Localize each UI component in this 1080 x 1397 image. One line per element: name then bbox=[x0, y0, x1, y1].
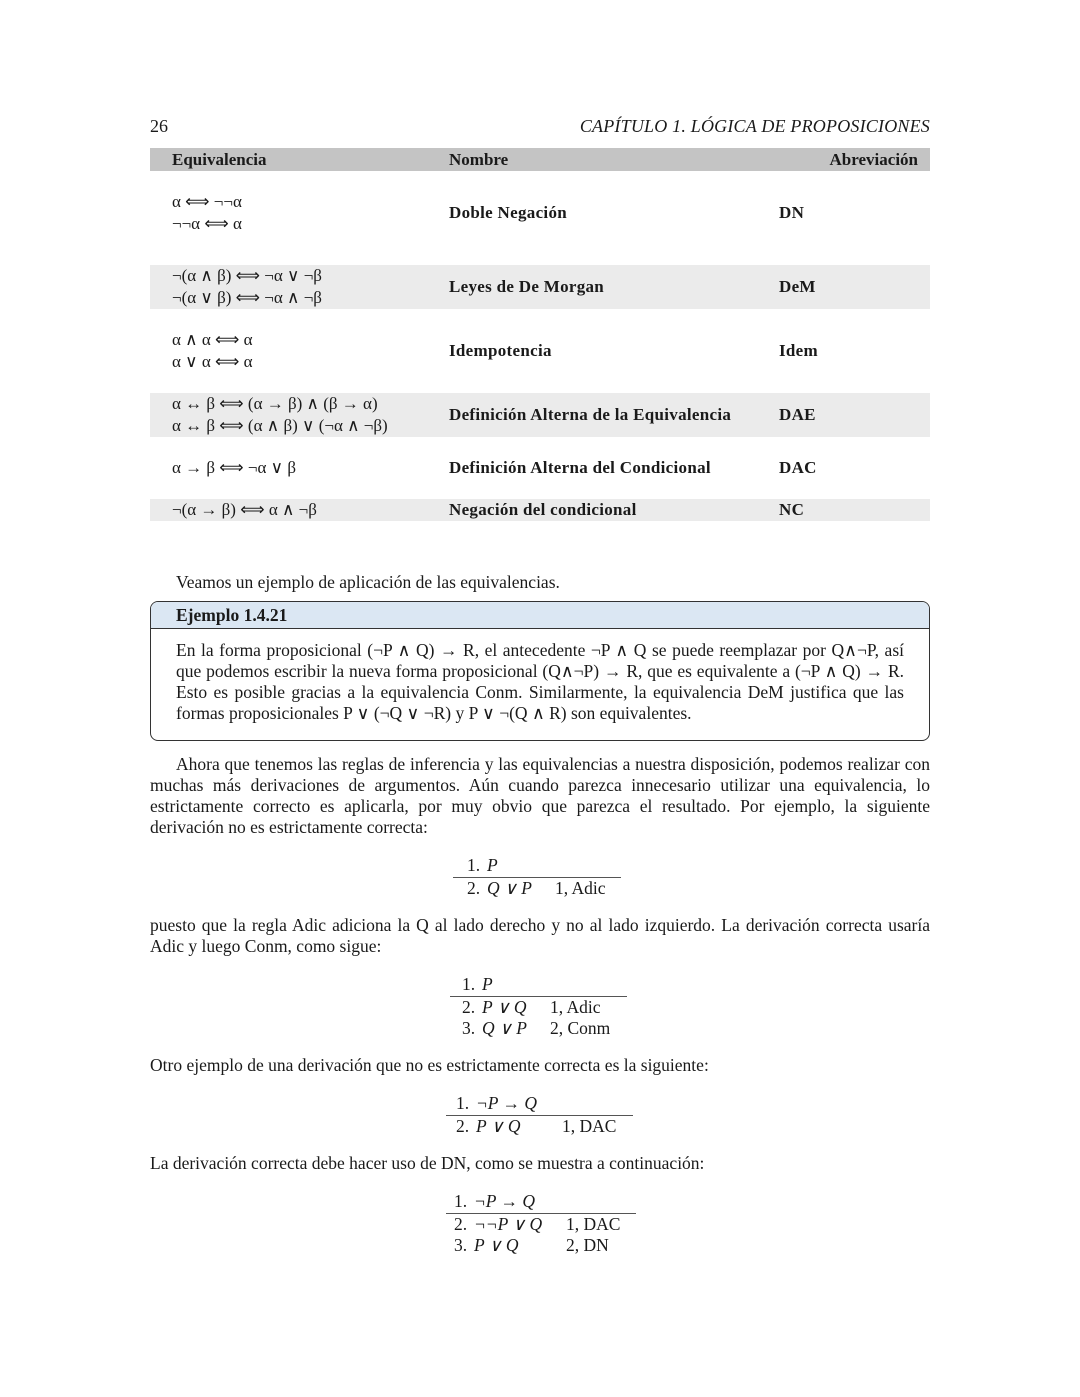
rule-name: Definición Alterna de la Equivalencia bbox=[439, 393, 769, 437]
derivation-step: 3. Q ∨ P 2, Conm bbox=[462, 1018, 611, 1038]
paragraph-adic-explanation: puesto que la regla Adic adiciona la Q al lado derecho y no al lado izquierdo. La derivación correcta usaría Adic y luego Conm, como sigue: bbox=[150, 915, 930, 956]
running-head bbox=[150, 116, 930, 137]
table-header-row bbox=[150, 148, 930, 171]
justification: 1, DAC bbox=[566, 1213, 621, 1234]
derivation-step: 3. P ∨ Q 2, DN bbox=[454, 1235, 609, 1255]
intro-sentence: Veamos un ejemplo de aplicación de las equivalencias. bbox=[176, 572, 560, 592]
rule-name: Definición Alterna del Condicional bbox=[449, 458, 711, 477]
equivalence-cell bbox=[150, 171, 439, 255]
equivalence-formula: ¬(α ∨ β) ⟺ ¬α ∧ ¬β bbox=[172, 288, 322, 307]
paragraph-another-example: Otro ejemplo de una derivación que no es estrictamente correcta es la siguiente: bbox=[150, 1055, 709, 1075]
rule-name: Idempotencia bbox=[449, 341, 552, 360]
example-box bbox=[150, 601, 930, 741]
example-title: Ejemplo 1.4.21 bbox=[151, 602, 929, 629]
table-row bbox=[150, 437, 930, 499]
justification: 2, DN bbox=[566, 1235, 609, 1255]
derivation-step: 2. ¬¬P ∨ Q 1, DAC bbox=[454, 1213, 621, 1234]
derivation-4 bbox=[446, 1191, 636, 1257]
derivation-premise: 1. ¬P → Q bbox=[454, 1191, 536, 1211]
equivalence-formula: ¬(α → β) ⟺ α ∧ ¬β bbox=[172, 500, 317, 519]
derivation-step: 2. Q ∨ P 1, Adic bbox=[467, 877, 606, 898]
equivalence-formula: ¬¬α ⟺ α bbox=[172, 214, 242, 233]
paragraph-dn-correction: La derivación correcta debe hacer uso de DN, como se muestra a continuación: bbox=[150, 1153, 705, 1173]
rule-abbreviation: DAC bbox=[779, 458, 817, 477]
derivation-premise: 1. ¬P → Q bbox=[456, 1093, 538, 1113]
rule-abbreviation: Idem bbox=[779, 341, 818, 360]
equivalence-cell bbox=[150, 499, 439, 521]
example-body: En la forma proposicional (¬P ∧ Q) → R, el antecedente ¬P ∧ Q se puede reemplazar por Q∧¬P, así que podemos escribir la nueva forma proposicional (Q∧¬P) → R, que es equivalente a (¬P ∧ Q) → R. Esto es posible gracias a la equivalencia Conm. Similarmente, la equivalencia DeM justifica que las formas proposicionales P ∨ (¬Q ∨ ¬R) y P ∨ ¬(Q ∧ R) son equivalentes. bbox=[176, 640, 904, 723]
derivation-premise: 1. P bbox=[462, 974, 493, 994]
rule-abbreviation: DeM bbox=[769, 265, 930, 309]
derivation-3 bbox=[446, 1093, 633, 1137]
rule-name: Negación del condicional bbox=[439, 499, 769, 521]
justification: 1, Adic bbox=[555, 877, 606, 898]
chapter-title: CAPÍTULO 1. LÓGICA DE PROPOSICIONES bbox=[579, 116, 930, 136]
table-row bbox=[150, 393, 930, 437]
page-number: 26 bbox=[150, 116, 168, 136]
equivalence-formula: α ⟺ ¬¬α bbox=[172, 192, 242, 211]
equivalence-cell bbox=[150, 265, 439, 309]
rule-abbreviation: NC bbox=[769, 499, 930, 521]
derivation-step: 2. P ∨ Q 1, Adic bbox=[462, 996, 601, 1017]
equivalence-cell bbox=[150, 329, 439, 373]
rule-abbreviation: DAE bbox=[769, 393, 930, 437]
table-row bbox=[150, 499, 930, 521]
justification: 1, Adic bbox=[550, 996, 601, 1017]
equivalence-formula: α ∧ α ⟺ α bbox=[172, 330, 253, 349]
justification: 2, Conm bbox=[550, 1018, 611, 1038]
paragraph-inference-intro: Ahora que tenemos las reglas de inferencia y las equivalencias a nuestra disposición, podemos realizar con muchas más derivaciones de argumentos. Aún cuando parezca innecesario utilizar una equivalencia, lo estrictamente correcto es aplicarla, por muy obvio que parezca el resultado. Por ejemplo, la siguiente derivación no es estrictamente correcta: bbox=[150, 754, 930, 837]
equivalence-formula: α → β ⟺ ¬α ∨ β bbox=[172, 458, 297, 477]
derivation-premise: 1. P bbox=[467, 855, 498, 875]
equivalence-table bbox=[150, 148, 930, 521]
column-header-nombre: Nombre bbox=[439, 148, 769, 171]
justification: 1, DAC bbox=[562, 1115, 617, 1136]
equivalence-cell bbox=[150, 393, 439, 437]
rule-abbreviation: DN bbox=[779, 203, 805, 222]
equivalence-formula: ¬(α ∧ β) ⟺ ¬α ∨ ¬β bbox=[172, 266, 322, 285]
table-row bbox=[150, 329, 930, 373]
rule-name: Leyes de De Morgan bbox=[439, 265, 769, 309]
column-header-abreviacion: Abreviación bbox=[769, 148, 930, 171]
column-header-equivalencia: Equivalencia bbox=[150, 148, 439, 171]
derivation-2 bbox=[450, 974, 627, 1040]
rule-name: Doble Negación bbox=[449, 203, 567, 222]
equivalence-cell bbox=[150, 437, 439, 499]
table-row bbox=[150, 171, 930, 255]
equivalence-formula: α ↔ β ⟺ (α ∧ β) ∨ (¬α ∧ ¬β) bbox=[172, 416, 388, 435]
derivation-step: 2. P ∨ Q 1, DAC bbox=[456, 1115, 617, 1136]
derivation-1 bbox=[453, 855, 621, 899]
table-row bbox=[150, 265, 930, 309]
equivalence-formula: α ∨ α ⟺ α bbox=[172, 352, 253, 371]
equivalence-formula: α ↔ β ⟺ (α → β) ∧ (β → α) bbox=[172, 394, 378, 413]
